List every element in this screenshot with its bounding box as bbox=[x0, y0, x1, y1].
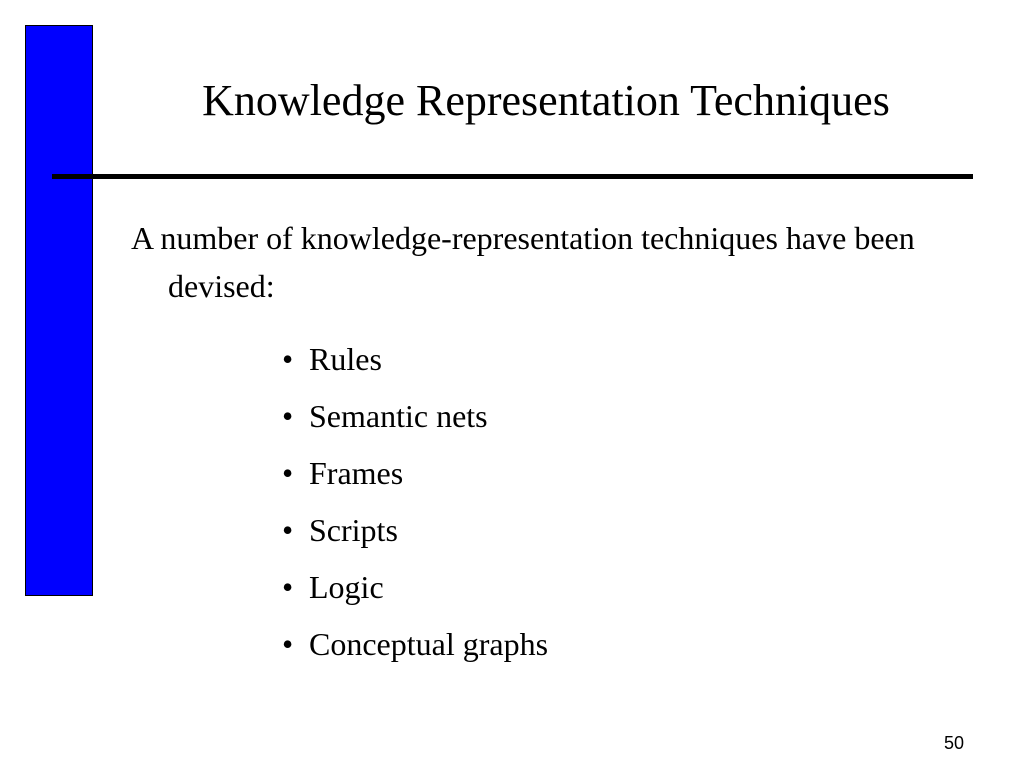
list-item bbox=[282, 616, 548, 673]
slide-title: Knowledge Representation Techniques bbox=[202, 76, 890, 125]
page-number: 50 bbox=[943, 733, 964, 753]
list-item-label: Rules bbox=[309, 341, 382, 377]
intro-paragraph: A number of knowledge-representation techniques have been devised: bbox=[131, 220, 915, 304]
bullet-icon: • bbox=[282, 455, 294, 491]
list-item-label: Semantic nets bbox=[309, 398, 488, 434]
list-item bbox=[282, 445, 548, 502]
bullet-icon: • bbox=[282, 341, 294, 377]
bullet-icon: • bbox=[282, 398, 294, 434]
list-item-label: Frames bbox=[309, 455, 404, 491]
bullet-icon: • bbox=[282, 626, 294, 662]
list-item-label: Conceptual graphs bbox=[309, 626, 549, 662]
bullet-icon: • bbox=[282, 512, 294, 548]
title-divider bbox=[52, 174, 973, 179]
list-item bbox=[282, 559, 548, 616]
list-item bbox=[282, 331, 548, 388]
list-item-label: Scripts bbox=[309, 512, 398, 548]
bullet-icon: • bbox=[282, 569, 294, 605]
accent-side-bar bbox=[25, 25, 93, 596]
list-item bbox=[282, 502, 548, 559]
list-item bbox=[282, 388, 548, 445]
technique-list bbox=[282, 331, 548, 673]
list-item-label: Logic bbox=[309, 569, 384, 605]
